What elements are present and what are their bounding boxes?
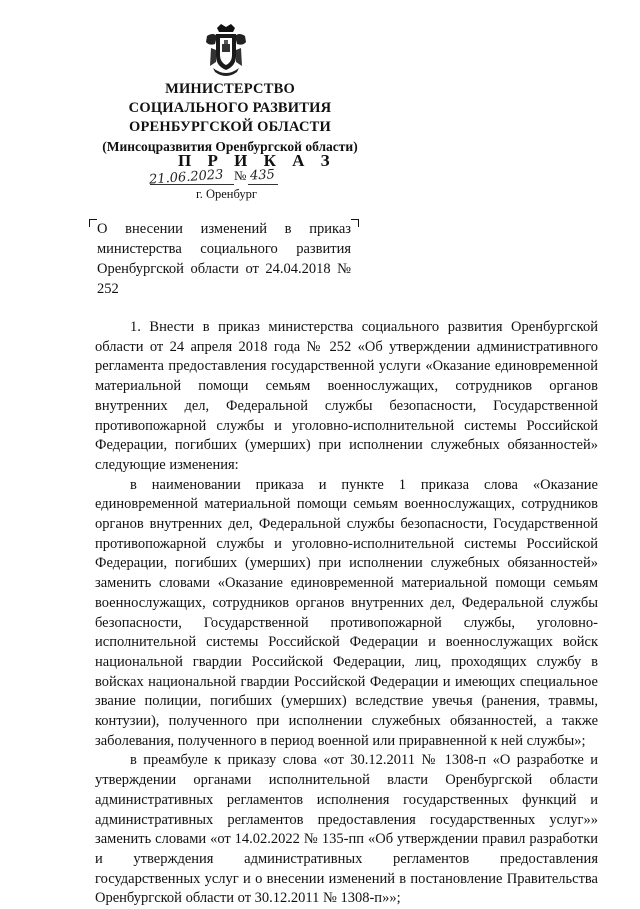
date-underline (150, 184, 234, 185)
order-date-handwritten: 21.06.2023 (148, 167, 224, 188)
subject-bracket-right (351, 219, 359, 227)
org-name-line2: СОЦИАЛЬНОГО РАЗВИТИЯ (128, 100, 332, 116)
order-body (95, 318, 598, 909)
number-sign: № (234, 168, 247, 183)
paragraph-1: 1. Внести в приказ министерства социального развития Оренбургской области от 24 апреля 2018 года № 252 «Об утверждении административного регламента предоставления государственной услуги «Оказание единовременной материальной помощи семьям военнослужащих, сотрудников органов внутренних дел, Федеральной службы безопасности, Государственной противопожарной службы и уголовно-исполнительной системы Российской Федерации, погибших (умерших) при исполнении служебных обязанностей» следующие изменения: (95, 319, 598, 473)
order-number-handwritten: 435 (249, 167, 276, 184)
subject-bracket-left (89, 219, 97, 227)
city-of-issue: г. Оренбург (196, 187, 257, 201)
paragraph-2: в наименовании приказа и пункте 1 приказа слова «Оказание единовременной материальной помощи семьям военнослужащих, сотрудников органов внутренних дел, Федеральной службы безопасности, Государственной противопожарной службы и уголовно-исполнительной системы Российской Федерации, погибших (умерших) при исполнении служебных обязанностей» заменить словами «Оказание единовременной материальной помощи семьям военнослужащих, сотрудников органов внутренних дел, Федеральной службы безопасности, Государственной противопожарной службы, уголовно-исполнительной системы Российской Федерации и военнослужащих войск национальной гвардии Российской Федерации, лиц, проходящих службу в войсках национальной гвардии Российской Федерации и имеющих специальное звание полиции, погибших (умерших) вследствие увечья (ранения, травмы, контузии), полученного при исполнении служебных обязанностей, а также заболевания, полученного в период военной или приравненной к ней службы»; (95, 476, 598, 749)
number-underline (248, 184, 278, 185)
org-short-name: (Минсоцразвития Оренбургской области) (102, 139, 358, 154)
order-subject: О внесении изменений в приказ министерства социального развития Оренбургской области от 24.04.2018 № 252 (97, 221, 351, 297)
org-name-line1: МИНИСТЕРСТВО (165, 81, 295, 97)
document-type-title: П Р И К А З (178, 151, 336, 170)
org-name-line3: ОРЕНБУРГСКОЙ ОБЛАСТИ (129, 119, 331, 135)
issuer-block (90, 80, 370, 156)
paragraph-3: в преамбуле к приказу слова «от 30.12.2011 № 1308-п «О разработке и утверждении органами исполнительной власти Оренбургской области административных регламентов исполнения государственных функций и административных регламентов предоставления государственных услуг»» заменить словами «от 14.02.2022 № 135-пп «Об утверждении правил разработки и утверждения административных регламентов предоставления государственных услуг и о внесении изменений в постановление Правительства Оренбургской области от 30.12.2011 № 1308-п»»; (95, 752, 598, 907)
coat-of-arms-emblem (203, 22, 249, 78)
